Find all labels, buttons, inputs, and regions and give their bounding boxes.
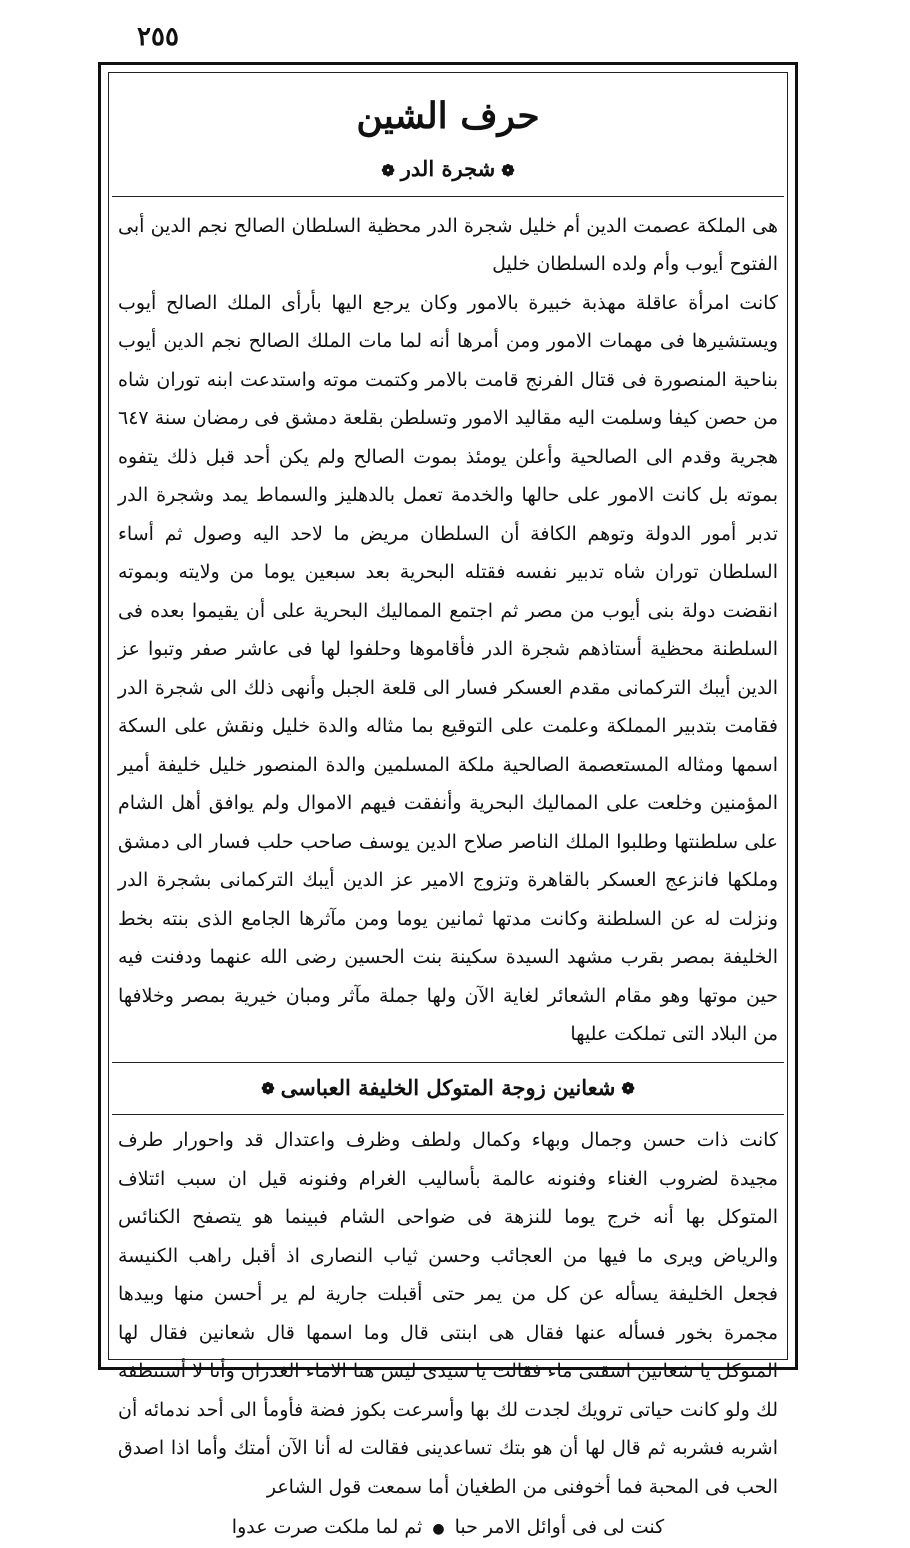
ornament-icon: ❁ (261, 1079, 275, 1098)
chapter-title: حرف الشين (356, 95, 540, 137)
section-heading-shaanin (112, 1071, 784, 1107)
section-intro-paragraph: هى الملكة عصمت الدين أم خليل شجرة الدر محظية السلطان الصالح نجم الدين أبى الفتوح أيوب وأم ولده السلطان خليل (118, 214, 778, 275)
section-divider (112, 196, 784, 197)
section-heading-shajarat-al-durr (112, 152, 784, 188)
section-body-paragraph: كانت امرأة عاقلة مهذبة خبيرة بالامور وكان يرجع اليها بأرأى الملك الصالح أيوب ويستشيرها فى مهمات الامور ومن أمرها أنه لما مات الملك الصالح نجم الدين أيوب بناحية المنصورة فى قتال الفرنج قامت بالامر وكتمت موته واستدعت ابنه توران شاه من حصن كيفا وسلمت اليه مقاليد الامور وتسلطن بقلعة دمشق فى رمضان سنة ٦٤٧ هجرية وقدم الى الصالحية وأعلن يومئذ بموت الصالح ولم يكن أحد قبل ذلك يتفوه بموته بل كانت الامور على حالها والخدمة تعمل بالدهليز والسماط يمد وشجرة الدر تدبر أمور الدولة وتوهم الكافة أن السلطان مريض ما لاحد اليه وصول ثم أساء السلطان توران شاه تدبير نفسه فقتله البحرية بعد سبعين يوما من ولايته وبموته انقضت دولة بنى أيوب من مصر ثم اجتمع المماليك البحرية على أن يقيموا بعده فى السلطنة محظية أستاذهم شجرة الدر فأقاموها وحلفوا لها فى عاشر صفر وتبوا عز الدين أيبك التركمانى مقدم العسكر فسار الى قلعة الجبل وأنهى ذلك الى شجرة الدر فقامت بتدبير المملكة وعلمت على التوقيع بما مثاله والدة خليل ونقش على السكة اسمها ومثاله المستعصمة الصالحية ملكة المسلمين والدة المنصور خليل خليفة أمير المؤمنين وخلعت على المماليك البحرية وأنفقت فيهم الاموال ولم يوافق أهل الشام على سلطنتها وطلبوا الملك الناصر صلاح الدين يوسف صاحب حلب فسار الى دمشق وملكها فانزعج العسكر بالقاهرة وتزوج الامير عز الدين أيبك التركمانى بشجرة الدر ونزلت له عن السلطنة وكانت مدتها ثمانين يوما ومن مآثرها الجامع الذى بنته بخط الخليفة بمصر بقرب مشهد السيدة سكينة بنت الحسين رضى الله عنهما ودفنت فيه حين موتها وهو مقام الشعائر لغاية الآن ولها جملة مآثر ومبان خيرية بمصر وخلافها من البلاد التى تملكت عليها (118, 291, 778, 1045)
page-content (112, 90, 784, 1538)
verse-first-hemistich: كنت لى فى أوائل الامر حبا (454, 1516, 665, 1538)
ornament-icon: ❁ (501, 160, 515, 180)
section-divider (112, 1114, 784, 1115)
verse-second-hemistich: ثم لما ملكت صرت عدوا (231, 1516, 423, 1538)
ornament-icon: ❁ (381, 160, 395, 180)
section-divider (112, 1062, 784, 1063)
ornament-icon: ❁ (621, 1079, 635, 1098)
section-heading-text: شجرة الدر (400, 156, 496, 181)
section-body-paragraph: كانت ذات حسن وجمال وبهاء وكمال ولطف وظرف واعتدال قد واحورار طرف مجيدة لضروب الغناء وفنونه عالمة بأساليب الغرام وفنونه قيل ان سبب ائتلاف المتوكل بها أنه خرج يوما للنزهة فى ضواحى الشام فبينما هو يتصفح الكنائس والرياض ويرى ما فيها من العجائب وحسن ثياب النصارى اذ أقبل راهب الكنيسة فجعل الخليفة يسأله عن كل من يمر حتى أقبلت جارية لم ير أحسن منها وبيدها مجمرة بخور فسأله عنها فقال هى ابنتى قال وما اسمها قال شعانين فقال لها المتوكل يا شعانين اسقنى ماء فقالت يا سيدى ليس هنا الاماء الغدران وأنا لا أستنظفه لك ولو كانت حياتى ترويك لجدت لك بها وأسرعت بكوز فضة فأومأ الى أحد ندمائه أن اشربه فشربه ثم قال لها أن هو بتك تساعدينى فقالت له أنا الآن أمتك وأما اذا اصدق الحب فى المحبة فما أخوفنى من الطغيان أما سمعت قول الشاعر (118, 1129, 778, 1498)
section-heading-text: شعانين زوجة المتوكل الخليفة العباسى (280, 1074, 616, 1100)
verse-separator-icon: ● (432, 1521, 445, 1537)
page-number: ٢٥٥ (137, 22, 179, 52)
poetry-verse (112, 1508, 784, 1548)
